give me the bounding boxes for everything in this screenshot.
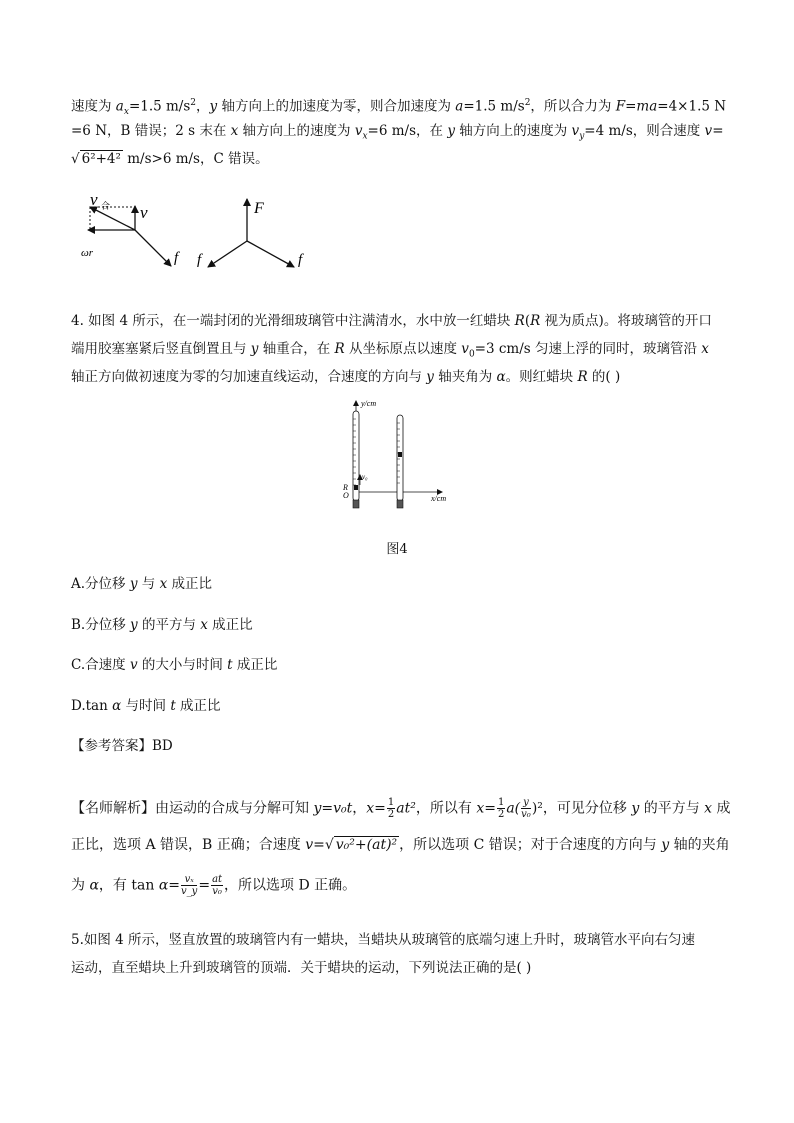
label-v: v <box>140 203 148 222</box>
wax-block-later <box>398 452 402 457</box>
label-v-he: v <box>90 190 98 209</box>
y-axis-label: y/cm <box>361 399 377 408</box>
x-axis-label: x/cm <box>431 494 447 503</box>
label-f-lower-left: f <box>197 252 202 268</box>
fraction: $\frac{y}{\text{v₀}}$ <box>521 797 531 820</box>
red-wax-block-R <box>354 485 358 490</box>
analysis-line-3: 为 α，有 tan α= $\frac{\text{vₓ}}{v\_y}$ = $\frac{at}{\text{v₀}}$ ，所以选项 D 正确。 <box>71 874 357 897</box>
q4-line-1: 4. 如图 4 所示，在一端封闭的光滑细玻璃管中注满清水，水中放一红蜡块 R(R 视为质点)。将玻璃管的开口 <box>71 313 712 329</box>
prev-solution-line-3: √ 6²+4² m/s>6 m/s，C 错误。 <box>71 151 269 167</box>
v-resultant-arrow <box>90 207 135 230</box>
velocity-composition-diagram <box>81 190 180 266</box>
label-f-left-fig: f <box>174 250 179 266</box>
f-arrow-lower-left <box>208 241 247 267</box>
label-O: O <box>343 491 349 500</box>
label-F: F <box>254 200 264 217</box>
fraction: $\frac{\text{vₓ}}{v\_y}$ <box>181 874 198 897</box>
option-d: D.tan α 与时间 t 成正比 <box>71 698 221 714</box>
q5-line-2: 运动，直至蜡块上升到玻璃管的顶端．关于蜡块的运动，下列说法正确的是( ) <box>71 960 532 976</box>
fraction: $\frac{1}{2}$ <box>387 797 395 820</box>
f-arrow-left <box>135 230 171 266</box>
option-c: C.合速度 v 的大小与时间 t 成正比 <box>71 657 278 673</box>
force-vector-figure <box>76 188 336 278</box>
option-b: B.分位移 y 的平方与 x 成正比 <box>71 617 253 633</box>
figure-4-caption: 图4 <box>386 542 408 557</box>
q4-line-3: 轴正方向做初速度为零的匀加速直线运动，合速度的方向与 y 轴夹角为 α。则红蜡块 R 的( ) <box>71 369 621 385</box>
label-omega-r: ωr <box>81 247 94 259</box>
q4-line-2: 端用胶塞塞紧后竖直倒置且与 y 轴重合，在 R 从坐标原点以速度 $v_0=3$ cm/s 匀速上浮的同时，玻璃管沿 x <box>71 341 709 360</box>
prev-solution-line-1: 速度为 $a_x=1.5$ $m/s^2$，y 轴方向上的加速度为零，则合加速度为 a=1.5 $m/s^2$，所以合力为 F=ma=4×1.5 N <box>71 98 727 118</box>
force-balance-diagram <box>197 199 304 268</box>
reference-answer: 【参考答案】BD <box>71 738 173 754</box>
figure-4-glass-tubes <box>330 397 470 515</box>
analysis-line-2: 正比，选项 A 错误，B 正确；合速度 v=√ v₀²+(at)² ，所以选项 C 错误；对于合速度的方向与 y 轴的夹角 <box>71 837 730 853</box>
prev-solution-line-2: =6 N，B 错误；2 s 末在 x 轴方向上的速度为 $v_x=6$ m/s，在 y 轴方向上的速度为 $v_y=4$ m/s，则合速度 v= <box>71 123 724 142</box>
tube-right <box>397 415 403 508</box>
fraction: $\frac{1}{2}$ <box>497 797 505 820</box>
q5-line-1: 5.如图 4 所示，竖直放置的玻璃管内有一蜡块，当蜡块从玻璃管的底端匀速上升时，玻璃管水平向右匀速 <box>71 932 696 948</box>
label-R: R <box>343 483 348 492</box>
f-arrow-lower-right <box>247 241 294 267</box>
label-v0: v₀ <box>362 473 368 481</box>
analysis-line-1: 【名师解析】由运动的合成与分解可知 y=v₀t，x= $\frac{1}{2}$ at²，所以有 x= $\frac{1}{2}$ a( $\frac{y}{\text{v₀}}$ )²，可见分位移 y 的平方与 x 成 <box>71 797 731 820</box>
label-f-lower-right: f <box>298 252 303 268</box>
fraction: $\frac{at}{\text{v₀}}$ <box>212 874 223 897</box>
option-a: A.分位移 y 与 x 成正比 <box>71 576 212 592</box>
tube-left <box>353 411 360 508</box>
label-v-he-sub: 合 <box>101 201 111 211</box>
